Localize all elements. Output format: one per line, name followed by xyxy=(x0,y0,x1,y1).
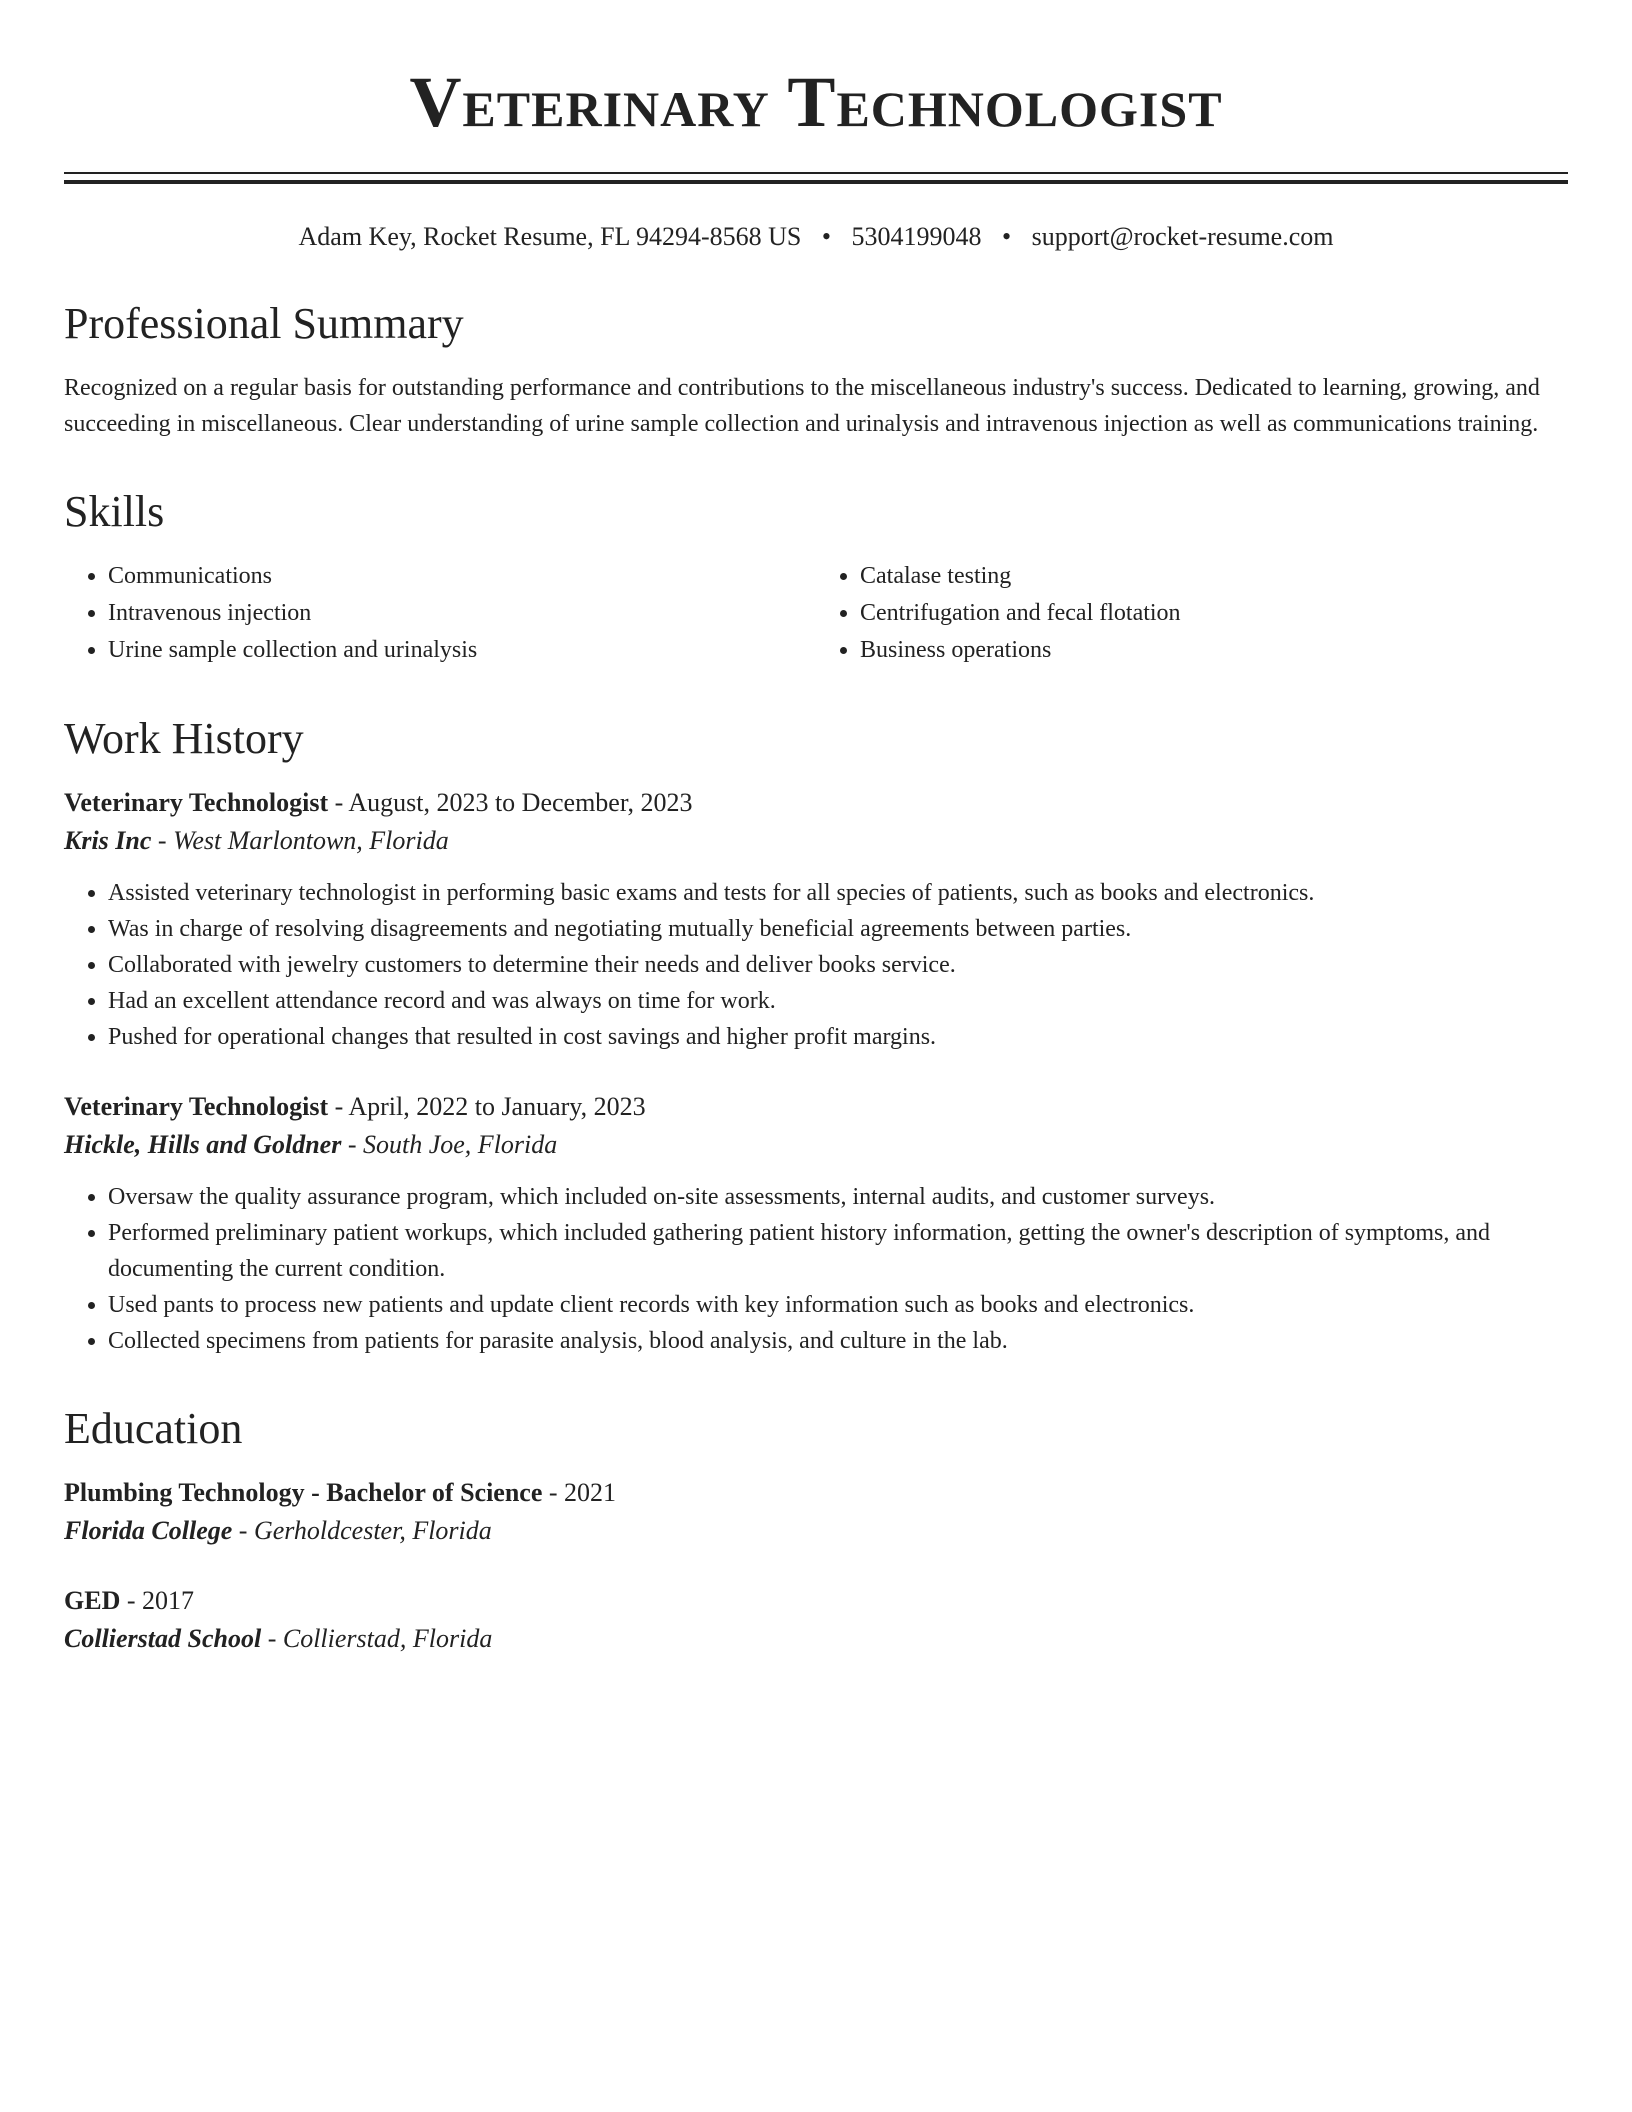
contact-email: support@rocket-resume.com xyxy=(1031,222,1334,251)
skill-item: • Centrifugation and fecal flotation xyxy=(860,595,1568,632)
education-location: - Gerholdcester, Florida xyxy=(232,1516,492,1545)
education-school: Florida College xyxy=(64,1516,233,1545)
education-degree: GED xyxy=(64,1586,121,1615)
job-bullet: • Performed preliminary patient workups, which included gathering patient history information, getting the owner's description of symptoms, and documenting the current condition. xyxy=(108,1215,1568,1287)
job-location: - West Marlontown, Florida xyxy=(151,826,449,855)
job-entry xyxy=(64,785,1568,1055)
job-bullet: • Used pants to process new patients and update client records with key information such as books and electronics. xyxy=(108,1287,1568,1323)
title-divider xyxy=(64,172,1568,184)
job-bullet: • Collaborated with jewelry customers to determine their needs and deliver books service. xyxy=(108,947,1568,983)
skill-item: • Intravenous injection xyxy=(108,595,816,632)
skills-list xyxy=(64,558,1568,669)
education-year: - 2017 xyxy=(120,1586,195,1615)
education-school-line xyxy=(64,1511,1568,1551)
resume-title: Veterinary Technologist xyxy=(409,62,1223,142)
education-entry xyxy=(64,1475,1568,1551)
education-header xyxy=(64,1583,1568,1619)
job-bullets xyxy=(64,875,1568,1055)
job-dates: - August, 2023 to December, 2023 xyxy=(328,788,693,817)
job-employer xyxy=(64,821,1568,861)
summary-text: Recognized on a regular basis for outstanding performance and contributions to the miscellaneous industry's success. Dedicated to learning, growing, and succeeding in miscellaneous. Clear understanding of urine sample collection and urinalysis and intravenous injection as well as communications training. xyxy=(64,375,1540,437)
skill-item: • Business operations xyxy=(860,632,1568,669)
skill-item: • Catalase testing xyxy=(860,558,1568,595)
work-history-heading: Work History xyxy=(64,714,304,763)
summary-heading: Professional Summary xyxy=(64,299,464,348)
job-bullet: • Pushed for operational changes that resulted in cost savings and higher profit margins. xyxy=(108,1019,1568,1055)
education-header xyxy=(64,1475,1568,1511)
skill-item: • Communications xyxy=(108,558,816,595)
job-bullet: • Assisted veterinary technologist in performing basic exams and tests for all species of patients, such as books and electronics. xyxy=(108,875,1568,911)
education-entry xyxy=(64,1583,1568,1659)
job-entry xyxy=(64,1089,1568,1359)
job-location: - South Joe, Florida xyxy=(341,1130,558,1159)
job-dates: - April, 2022 to January, 2023 xyxy=(328,1092,646,1121)
job-bullets xyxy=(64,1179,1568,1359)
job-title: Veterinary Technologist xyxy=(64,788,329,817)
contact-separator: • xyxy=(821,222,831,251)
job-bullet: • Had an excellent attendance record and was always on time for work. xyxy=(108,983,1568,1019)
education-heading: Education xyxy=(64,1404,243,1453)
skills-heading: Skills xyxy=(64,487,165,536)
job-company: Hickle, Hills and Goldner xyxy=(64,1130,342,1159)
skill-item: • Urine sample collection and urinalysis xyxy=(108,632,816,669)
job-header xyxy=(64,785,1568,821)
job-bullet: • Was in charge of resolving disagreements and negotiating mutually beneficial agreements between parties. xyxy=(108,911,1568,947)
contact-separator: • xyxy=(1001,222,1012,251)
contact-address: Adam Key, Rocket Resume, FL 94294-8568 US xyxy=(298,222,802,251)
job-bullet: • Oversaw the quality assurance program, which included on-site assessments, internal audits, and customer surveys. xyxy=(108,1179,1568,1215)
job-header xyxy=(64,1089,1568,1125)
job-title: Veterinary Technologist xyxy=(64,1092,329,1121)
education-school-line xyxy=(64,1619,1568,1659)
job-company: Kris Inc xyxy=(64,826,152,855)
job-bullet: • Collected specimens from patients for parasite analysis, blood analysis, and culture in the lab. xyxy=(108,1323,1568,1359)
education-year: - 2021 xyxy=(542,1478,617,1507)
education-location: - Collierstad, Florida xyxy=(261,1624,493,1653)
contact-phone: 5304199048 xyxy=(851,222,982,251)
skills-column-right xyxy=(816,558,1568,669)
job-employer xyxy=(64,1125,1568,1165)
skills-column-left xyxy=(64,558,816,669)
contact-line xyxy=(64,220,1568,254)
education-school: Collierstad School xyxy=(64,1624,262,1653)
education-degree: Plumbing Technology - Bachelor of Science xyxy=(64,1478,543,1507)
